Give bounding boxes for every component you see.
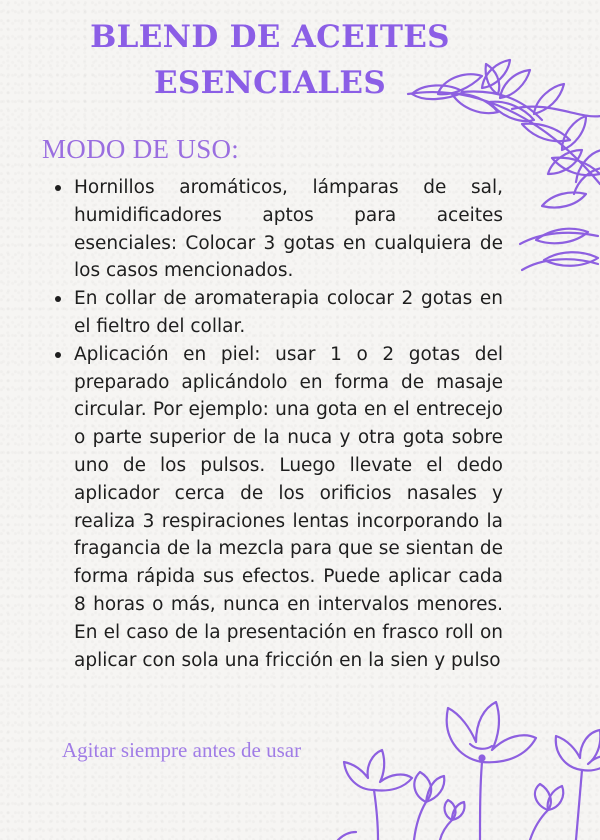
list-item-text: En collar de aromaterapia colocar 2 gotas en el fieltro del collar. [74, 288, 503, 337]
instructions-list [46, 174, 503, 674]
bullet-icon [55, 185, 61, 191]
title-line-2: ESENCIALES [153, 65, 387, 101]
list-item [46, 174, 503, 285]
title-line-1: BLEND DE ACEITES [90, 19, 450, 55]
list-item-text: Hornillos aromáticos, lámparas de sal, humidificadores aptos para aceites esenciales: Colocar 3 gotas en cualquiera de los casos mencionados. [74, 177, 503, 282]
bullet-icon [55, 296, 61, 302]
list-item [46, 285, 503, 341]
section-heading: MODO DE USO: [42, 134, 240, 164]
list-item [46, 341, 503, 675]
footer-note: Agitar siempre antes de usar [62, 738, 302, 762]
flowers-icon [330, 692, 600, 840]
list-item-text: Aplicación en piel: usar 1 o 2 gotas del preparado aplicándolo en forma de masaje circular. Por ejemplo: una gota en el entrecejo o parte superior de la nuca y otra gota sobre uno de los pulsos. Luego llevate el dedo aplicador cerca de los orificios nasales y realiza 3 respiraciones lentas incorporando la fragancia de la mezcla para que se sientan de forma rápida sus efectos. Puede aplicar cada 8 horas o más, nunca en intervalos menores. En el caso de la presentación en frasco roll on aplicar con sola una fricción en la sien y pulso [74, 343, 503, 671]
bullet-icon [55, 352, 61, 358]
